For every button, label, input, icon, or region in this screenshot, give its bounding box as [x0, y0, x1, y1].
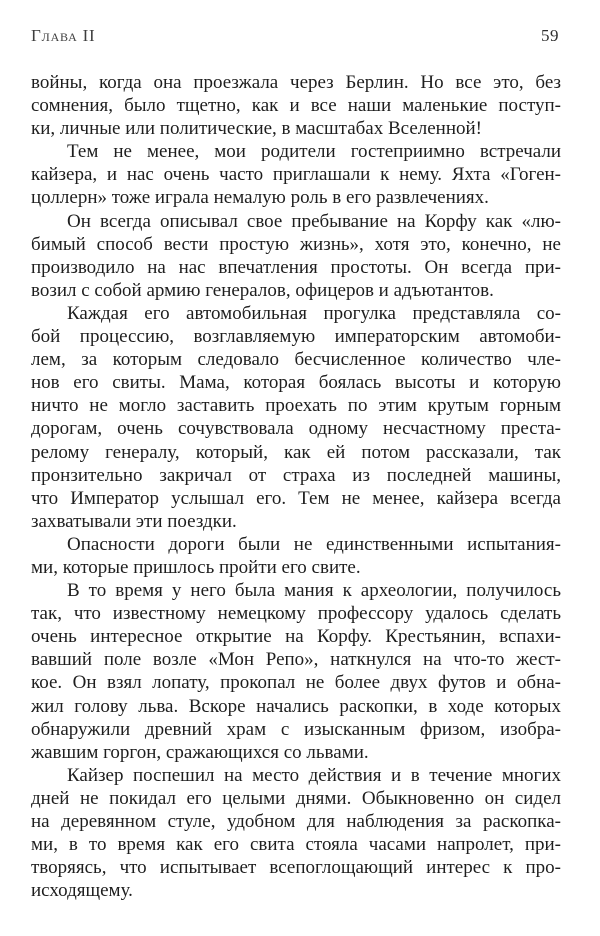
text-line: Кайзер поспешил на место действия и в течение многих	[67, 764, 561, 786]
text-line: цоллерн» тоже играла немалую роль в его развлечениях.	[31, 187, 489, 209]
running-head	[31, 26, 559, 46]
text-line: дорогам, очень сочувствовала одному несчастному преста-	[31, 418, 561, 440]
chapter-heading: Глава II	[31, 26, 96, 45]
page-text	[31, 71, 561, 902]
text-line: лем, за которым следовало бесчисленное количество чле-	[31, 349, 561, 371]
text-line: жил голову льва. Вскоре начались раскопки, в ходе которых	[31, 695, 561, 717]
text-line: ки, личные или политические, в масштабах Вселенной!	[31, 118, 482, 140]
text-line: В то время у него была мания к археологии, получилось	[67, 580, 561, 602]
text-line: Он всегда описывал свое пребывание на Корфу как «лю-	[67, 210, 561, 232]
text-line: Каждая его автомобильная прогулка представляла со-	[67, 302, 561, 324]
text-line: производило на нас впечатления простоты. Он всегда при-	[31, 256, 561, 278]
text-line: вавший поле возле «Мон Репо», наткнулся на что-то жест-	[31, 649, 561, 671]
text-line: ми, в то время как его свита стояла часами напролет, при-	[31, 834, 561, 856]
text-line: так, что известному немецкому профессору удалось сделать	[31, 603, 561, 625]
text-line: бой процессию, возглавляемую императорским автомоби-	[31, 326, 561, 348]
text-line: творяясь, что испытывает всепоглощающий интерес к про-	[31, 857, 561, 879]
text-line: кое. Он взял лопату, прокопал не более двух футов и обна-	[31, 672, 561, 694]
text-line: на деревянном стуле, удобном для наблюдения за раскопка-	[31, 811, 561, 832]
text-line: нов его свиты. Мама, которая боялась высоты и которую	[31, 372, 561, 394]
text-line: Тем не менее, мои родители гостеприимно встречали	[67, 141, 561, 163]
text-line: жавшим горгон, сражающихся со львами.	[31, 741, 369, 763]
text-line: обнаружили древний храм с изысканным фризом, изобра-	[31, 718, 561, 740]
page-number: 59	[541, 26, 559, 45]
text-line: ничто не могло заставить проехать по этим крутым горным	[31, 395, 561, 417]
text-line: ми, которые пришлось пройти его свите.	[31, 556, 361, 578]
text-line: бимый способ вести простую жизнь», хотя это, конечно, не	[31, 233, 561, 255]
text-line: исходящему.	[31, 880, 133, 902]
text-line: Опасности дороги были не единственными испытания-	[67, 533, 561, 555]
text-line: возил с собой армию генералов, офицеров и адъютантов.	[31, 279, 494, 301]
text-line: что Император услышал его. Тем не менее, кайзера всегда	[31, 487, 561, 509]
text-line: дней не покидал его целыми днями. Обыкновенно он сидел	[31, 787, 561, 809]
text-line: кайзера, и нас очень часто приглашали к нему. Яхта «Гоген-	[31, 164, 561, 186]
text-line: очень интересное открытие на Корфу. Крестьянин, вспахи-	[31, 626, 561, 648]
text-line: войны, когда она проезжала через Берлин. Но все это, без	[31, 72, 561, 93]
text-line: релому генералу, который, как ей потом рассказали, так	[31, 441, 561, 463]
text-line: пронзительно закричал от страха из последней машины,	[31, 464, 561, 486]
text-line: захватывали эти поездки.	[31, 510, 237, 532]
text-line: сомнения, было тщетно, как и все наши маленькие поступ-	[31, 95, 561, 117]
